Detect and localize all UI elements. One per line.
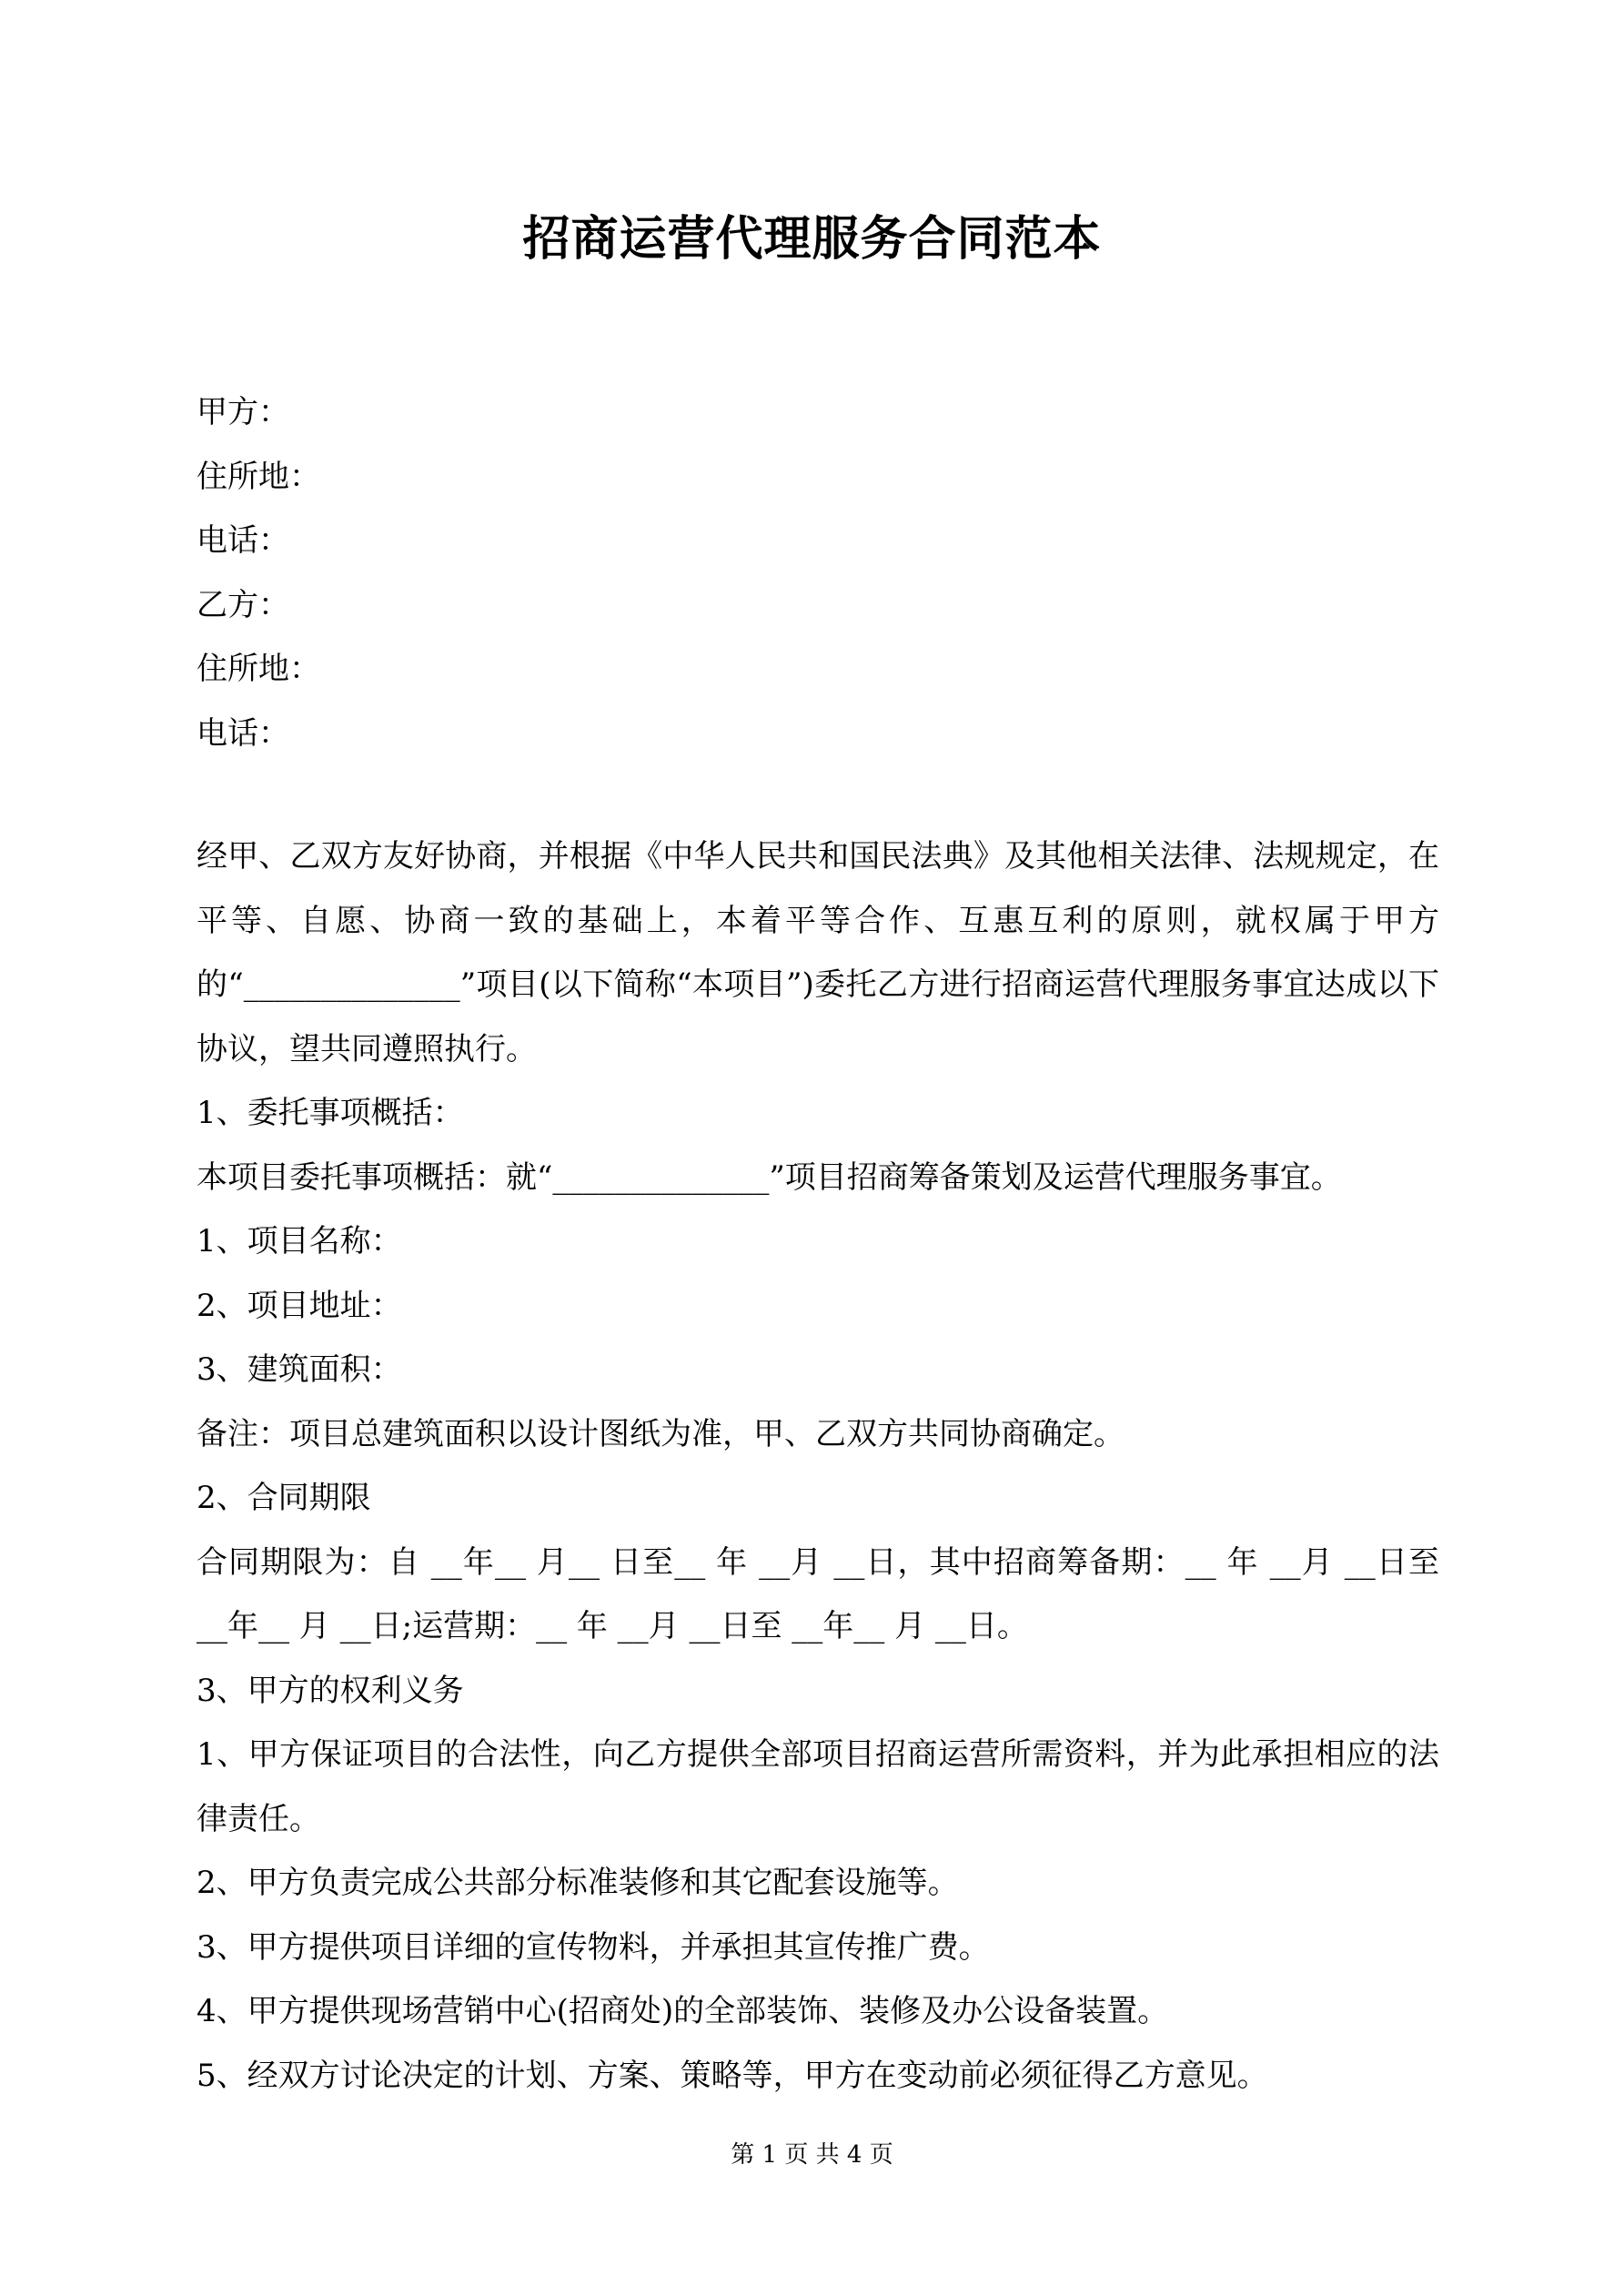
remark-paragraph: 备注：项目总建筑面积以设计图纸为准，甲、乙双方共同协商确定。 <box>197 1415 1125 1452</box>
party-a-label: 甲方： <box>197 394 289 430</box>
party-a-obligation-2: 2、甲方负责完成公共部分标准装修和其它配套设施等。 <box>197 1865 959 1901</box>
section-heading-party-a-rights: 3、甲方的权利义务 <box>197 1672 464 1709</box>
party-a-obligation-3: 3、甲方提供项目详细的宣传物料，并承担其宣传推广费。 <box>197 1928 990 1966</box>
party-info-block <box>197 380 1434 765</box>
contract-term-paragraph: 合同期限为：自 __年__ 月__ 日至__ 年 __月 __日，其中招商筹备期：__ 年 __月 __日至 __年__ 月 __日;运营期：__ 年 __月 __日至 __年__ 月 __日。 <box>197 1543 1439 1644</box>
party-a-phone-label: 电话： <box>197 522 289 559</box>
contract-body <box>197 824 1439 2108</box>
preamble-paragraph: 经甲、乙双方友好协商，并根据《中华人民共和国民法典》及其他相关法律、法规规定，在平等、自愿、协商一致的基础上，本着平等合作、互惠互利的原则，就权属于甲方的“______________”项目(以下简称“本项目”)委托乙方进行招商运营代理服务事宜达成以下协议，望共同遵照执行。 <box>197 838 1439 1067</box>
party-a-obligation-1: 1、甲方保证项目的合法性，向乙方提供全部项目招商运营所需资料，并为此承担相应的法律责任。 <box>197 1736 1439 1837</box>
party-a-obligation-5: 5、经双方讨论决定的计划、方案、策略等，甲方在变动前必须征得乙方意见。 <box>197 2057 1268 2094</box>
project-name-item: 1、项目名称： <box>197 1223 402 1259</box>
building-area-item: 3、建筑面积： <box>197 1351 402 1388</box>
party-b-phone-label: 电话： <box>197 714 289 752</box>
project-address-item: 2、项目地址： <box>197 1287 402 1324</box>
party-a-obligation-4: 4、甲方提供现场营销中心(招商处)的全部装饰、装修及办公设备装置。 <box>197 1993 1169 2029</box>
entrusted-matters-summary: 本项目委托事项概括：就“______________”项目招商筹备策划及运营代理服务事宜。 <box>197 1158 1342 1196</box>
page-number-footer: 第 1 页 共 4 页 <box>731 2141 893 2169</box>
party-a-address-label: 住所地： <box>197 458 320 495</box>
document-title: 招商运营代理服务合同范本 <box>522 211 1102 267</box>
section-heading-contract-term: 2、合同期限 <box>197 1480 371 1516</box>
section-heading-entrusted-matters: 1、委托事项概括： <box>197 1095 464 1131</box>
party-b-label: 乙方： <box>197 586 289 623</box>
party-b-address-label: 住所地： <box>197 651 320 687</box>
